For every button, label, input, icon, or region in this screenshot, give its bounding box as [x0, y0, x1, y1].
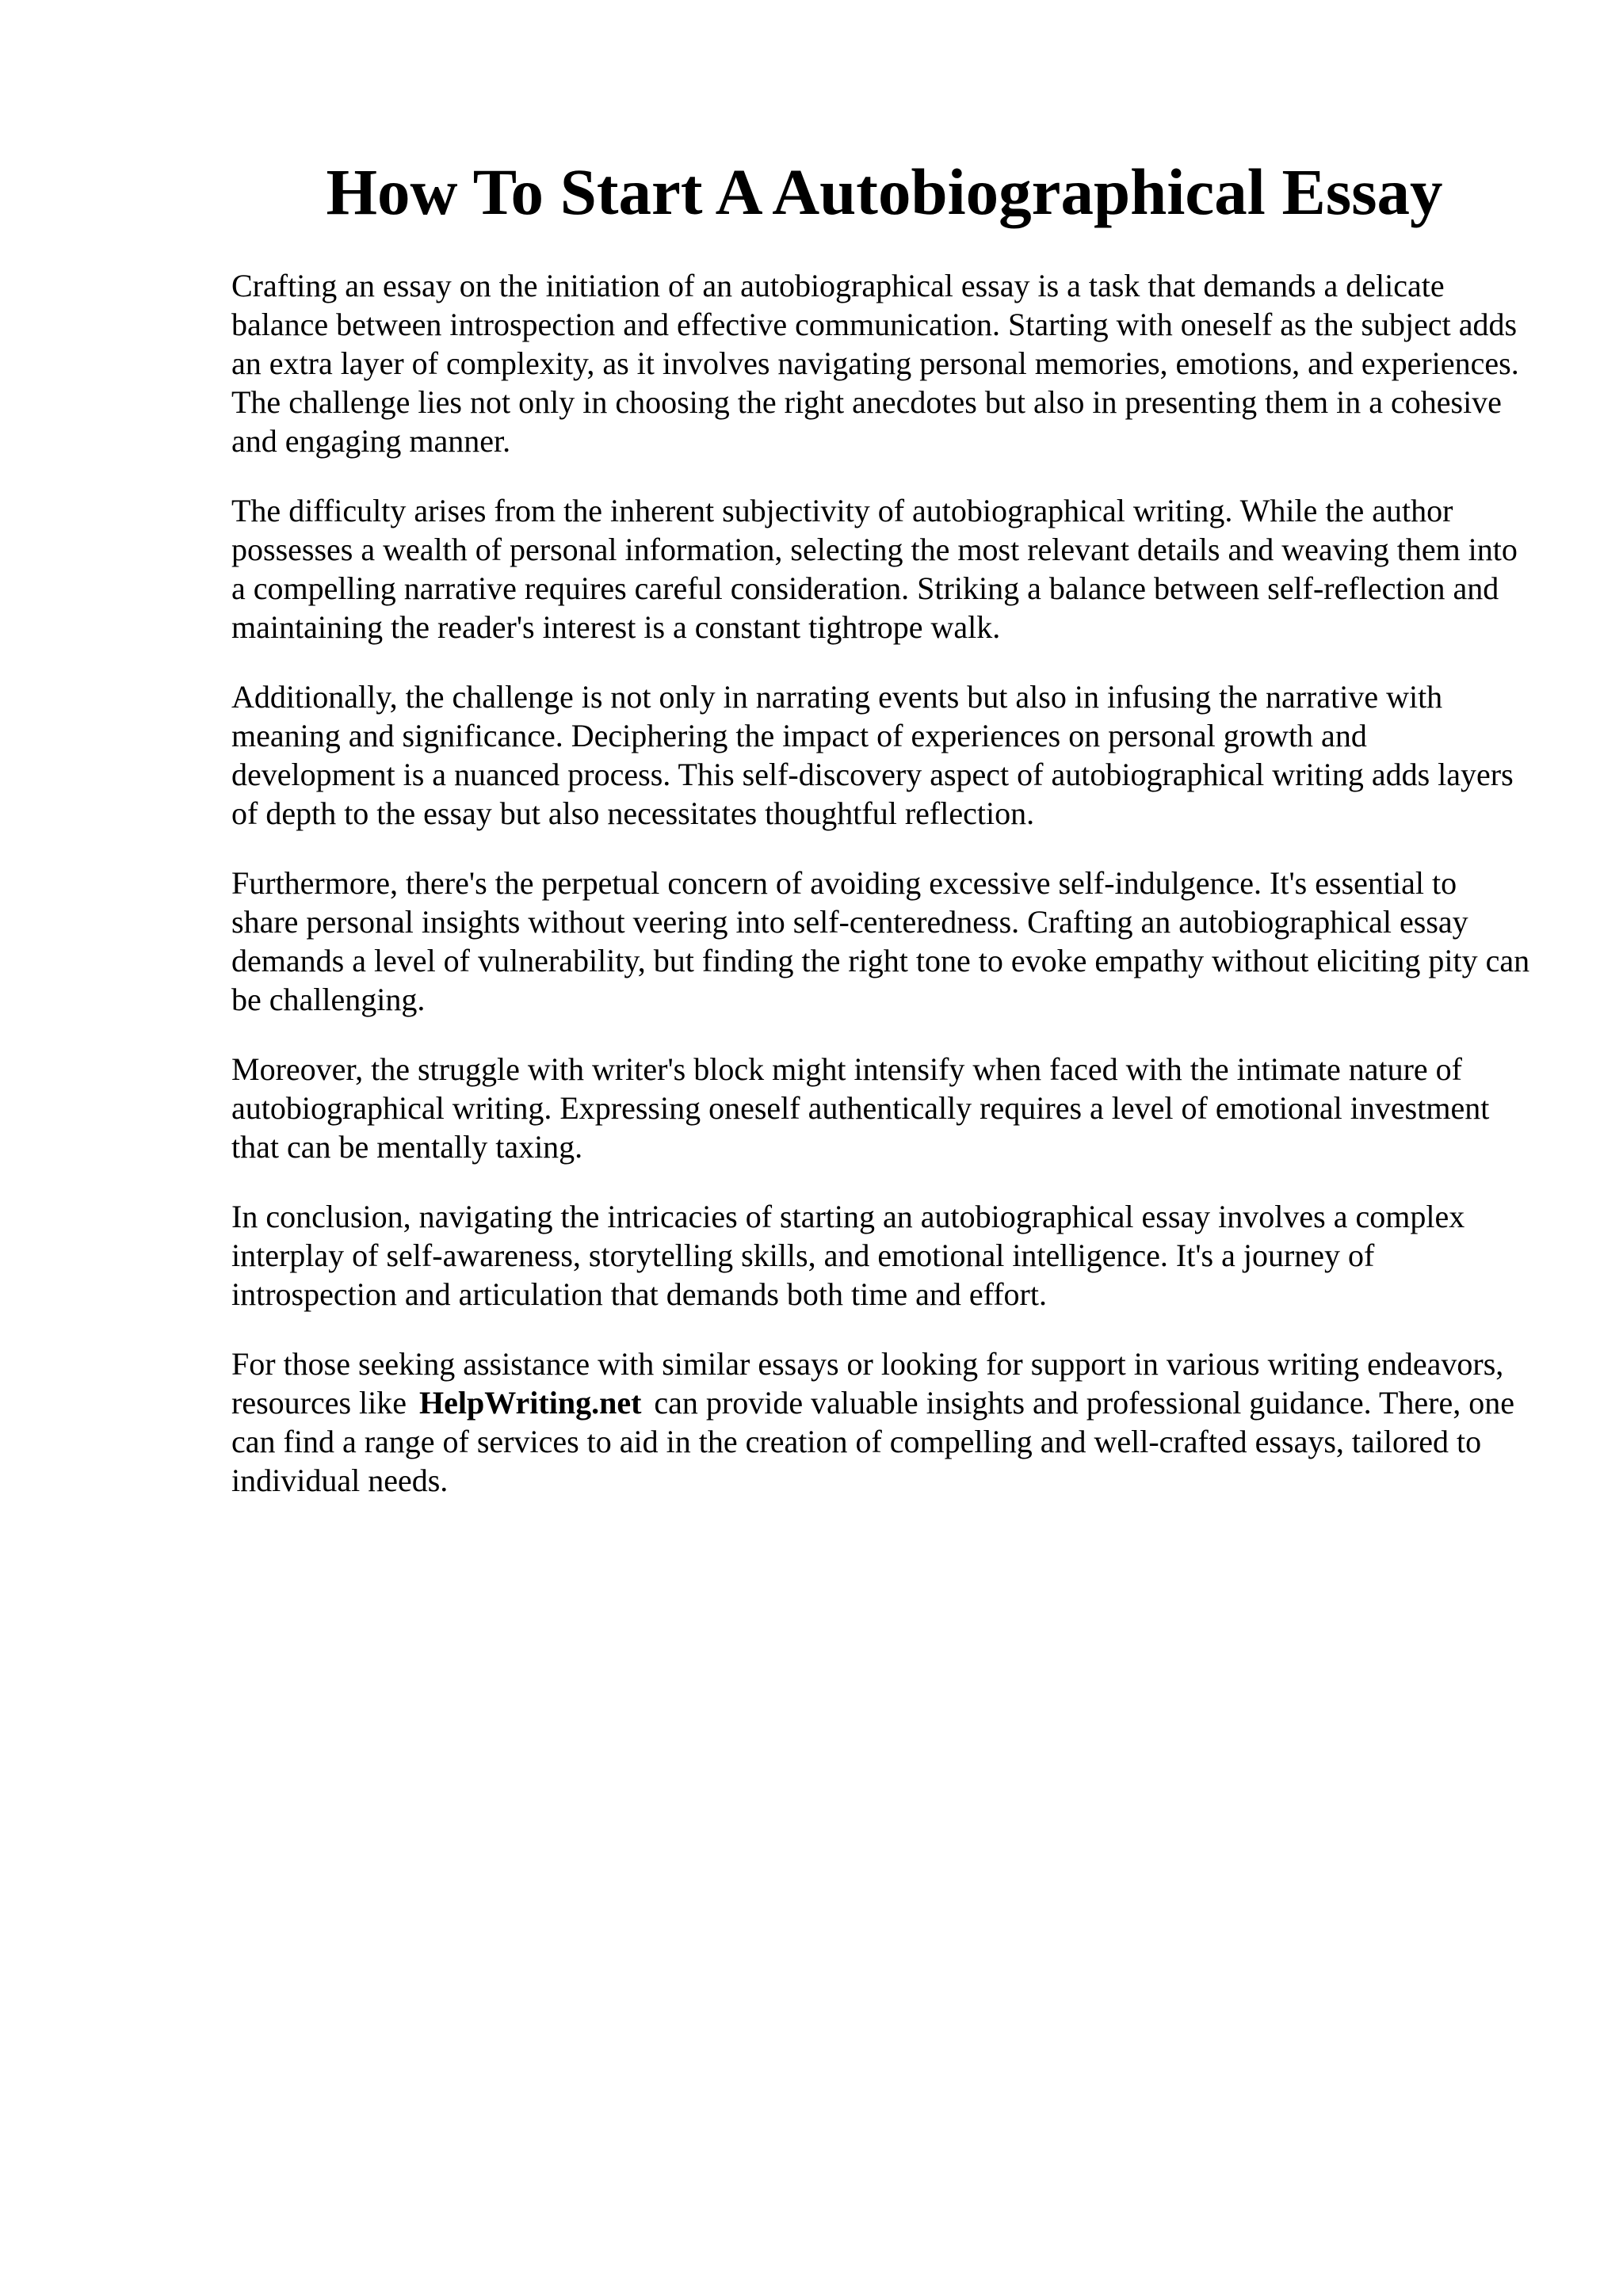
paragraph-3: Additionally, the challenge is not only in narrating events but also in infusing the narrative with meaning and significance. Deciphering the impact of experiences on personal growth and development is a nuanced process. This self-discovery aspect of autobiographical writing adds layers of depth to the essay but also necessitates thoughtful reflection.: [231, 679, 1514, 831]
essay-body: [231, 266, 1531, 1531]
closing-paragraph: [231, 1344, 1531, 1500]
closing-text-after: can provide valuable insights and professional guidance. There, one can find a range of services to aid in the creation of compelling and well-crafted essays, tailored to individual needs.: [231, 1385, 1514, 1498]
paragraph-2: The difficulty arises from the inherent subjectivity of autobiographical writing. While the author possesses a wealth of personal information, selecting the most relevant details and weaving them into a compelling narrative requires careful consideration. Striking a balance between self-reflection and maintaining the reader's interest is a constant tightrope walk.: [231, 493, 1518, 645]
paragraph-5: Moreover, the struggle with writer's block might intensify when faced with the intimate nature of autobiographical writing. Expressing oneself authentically requires a level of emotional investment that can be mentally taxing.: [231, 1051, 1490, 1165]
closing-text-before: For those seeking assistance with similar essays or looking for support in various writing endeavors, resources like: [231, 1346, 1504, 1421]
page-title: How To Start A Autobiographical Essay: [326, 155, 1443, 228]
paragraph-4: Furthermore, there's the perpetual concern of avoiding excessive self-indulgence. It's essential to share personal insights without veering into self-centeredness. Crafting an autobiographical essay demands a level of vulnerability, but finding the right tone to evoke empathy without eliciting pity can be challenging.: [231, 865, 1530, 1017]
helpwriting-link[interactable]: HelpWriting.net: [419, 1385, 642, 1421]
paragraph-1: Crafting an essay on the initiation of an autobiographical essay is a task that demands a delicate balance between introspection and effective communication. Starting with oneself as the subject adds an extra layer of complexity, as it involves navigating personal memories, emotions, and experiences. The challenge lies not only in choosing the right anecdotes but also in presenting them in a cohesive and engaging manner.: [231, 268, 1519, 459]
paragraph-6: In conclusion, navigating the intricacies of starting an autobiographical essay involves a complex interplay of self-awareness, storytelling skills, and emotional intelligence. It's a journey of introspection and articulation that demands both time and effort.: [231, 1199, 1465, 1312]
